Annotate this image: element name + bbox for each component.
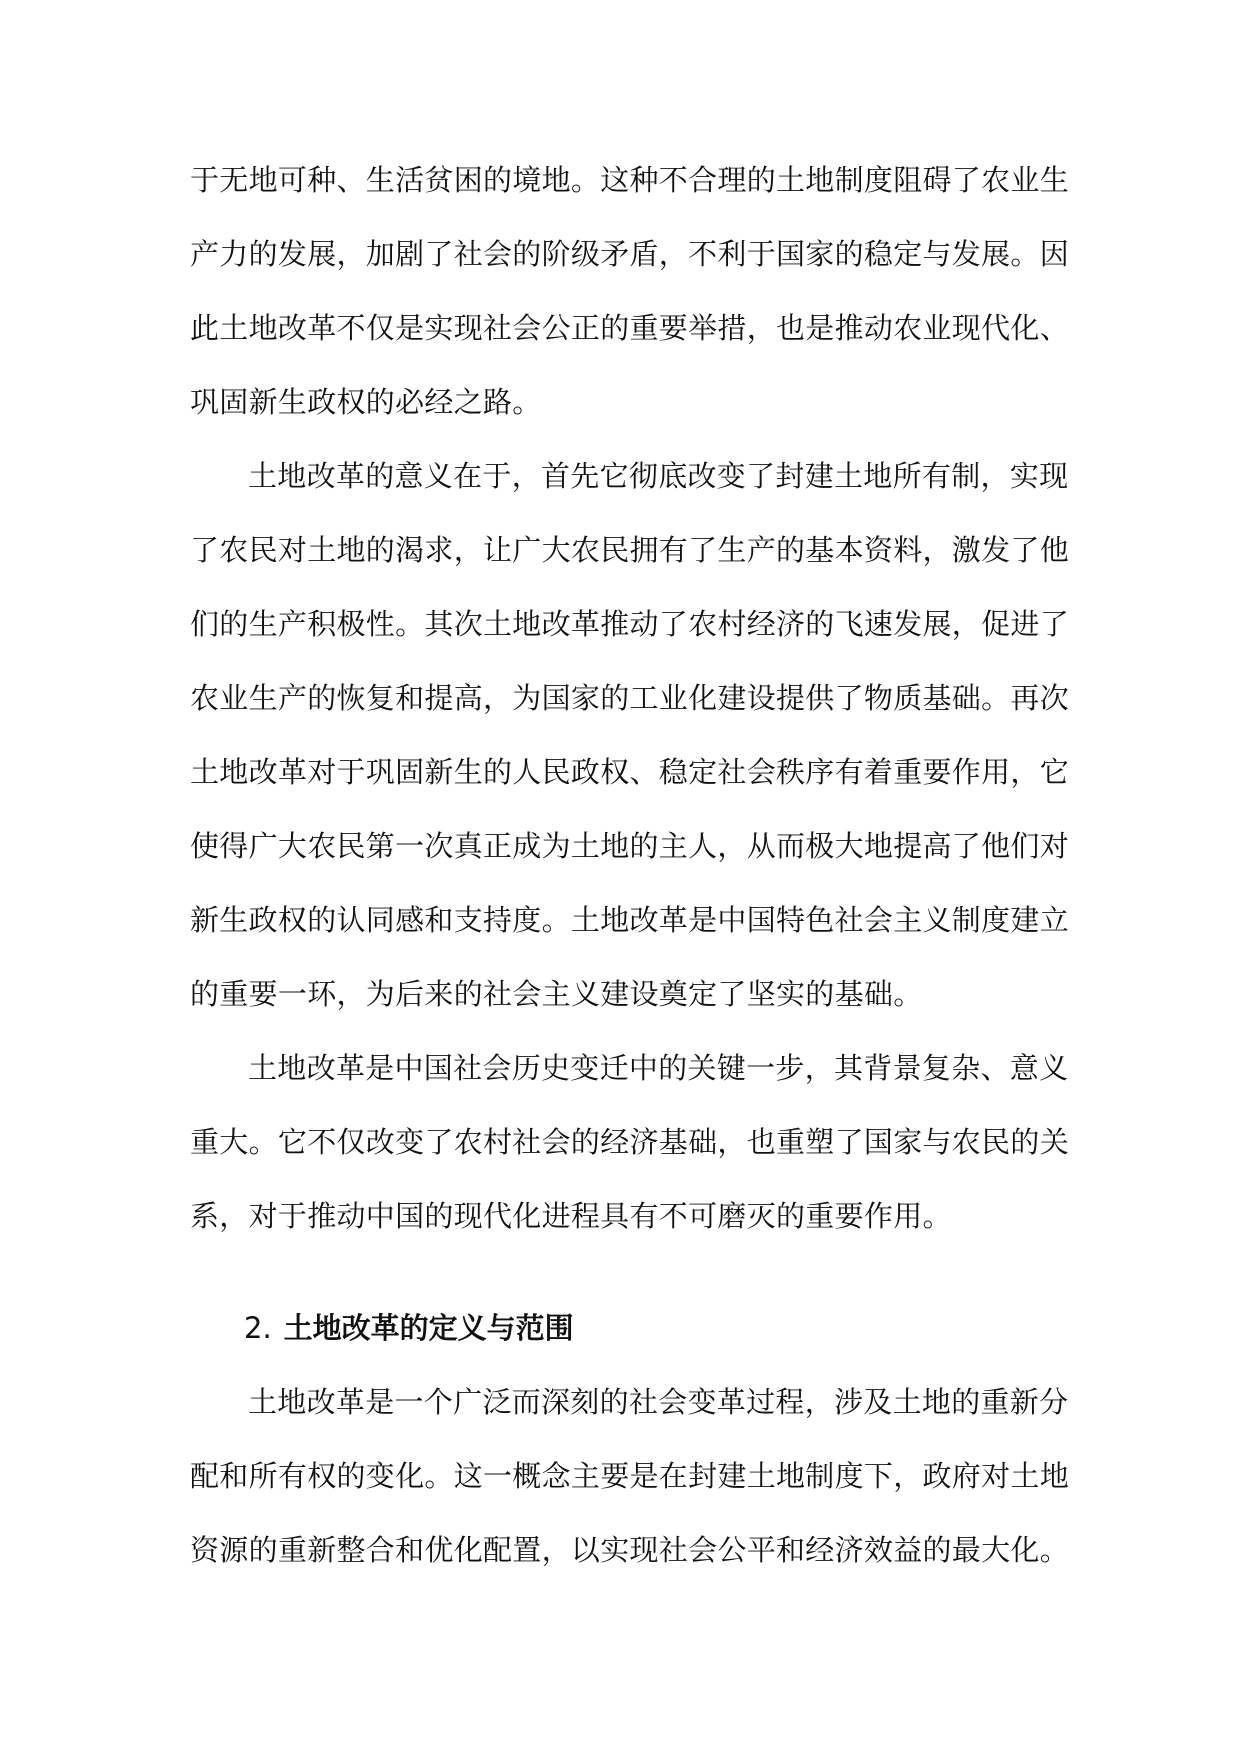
paragraph-line: 此土地改革不仅是实现社会公正的重要举措，也是推动农业现代化、: [190, 311, 1070, 345]
paragraph-line: 重大。它不仅改变了农村社会的经济基础，也重塑了国家与农民的关: [190, 1125, 1070, 1159]
paragraph-line: 资源的重新整合和优化配置，以实现社会公平和经济效益的最大化。: [190, 1533, 1070, 1567]
paragraph-2: [190, 439, 1070, 1031]
paragraph-line: 土地改革是中国社会历史变迁中的关键一步，其背景复杂、意义: [248, 1051, 1069, 1085]
paragraph-line: 土地改革对于巩固新生的人民政权、稳定社会秩序有着重要作用，它: [190, 755, 1070, 789]
paragraph-line: 了农民对土地的渴求，让广大农民拥有了生产的基本资料，激发了他: [190, 533, 1070, 567]
paragraph-4: [190, 1365, 1070, 1587]
paragraph-line: 产力的发展，加剧了社会的阶级矛盾，不利于国家的稳定与发展。因: [190, 237, 1070, 271]
document-body: [190, 143, 1070, 1587]
section-title: 土地改革的定义与范围: [283, 1311, 574, 1345]
section-number: 2.: [244, 1311, 272, 1345]
paragraph-line: 新生政权的认同感和支持度。土地改革是中国特色社会主义制度建立: [190, 903, 1070, 937]
paragraph-line: 系，对于推动中国的现代化进程具有不可磨灭的重要作用。: [190, 1199, 952, 1233]
paragraph-line: 配和所有权的变化。这一概念主要是在封建土地制度下，政府对土地: [190, 1459, 1070, 1493]
paragraph-3: [190, 1031, 1070, 1253]
paragraph-line: 们的生产积极性。其次土地改革推动了农村经济的飞速发展，促进了: [190, 607, 1070, 641]
paragraph-line: 土地改革的意义在于，首先它彻底改变了封建土地所有制，实现: [248, 459, 1069, 493]
section-heading: [190, 1291, 1058, 1365]
paragraph-line: 于无地可种、生活贫困的境地。这种不合理的土地制度阻碍了农业生: [190, 163, 1070, 197]
paragraph-line: 农业生产的恢复和提高，为国家的工业化建设提供了物质基础。再次: [190, 681, 1070, 715]
paragraph-1: [190, 143, 1070, 439]
paragraph-line: 使得广大农民第一次真正成为土地的主人，从而极大地提高了他们对: [190, 829, 1070, 863]
paragraph-line: 巩固新生政权的必经之路。: [190, 385, 542, 419]
paragraph-line: 土地改革是一个广泛而深刻的社会变革过程，涉及土地的重新分: [248, 1385, 1069, 1419]
paragraph-line: 的重要一环，为后来的社会主义建设奠定了坚实的基础。: [190, 977, 923, 1011]
